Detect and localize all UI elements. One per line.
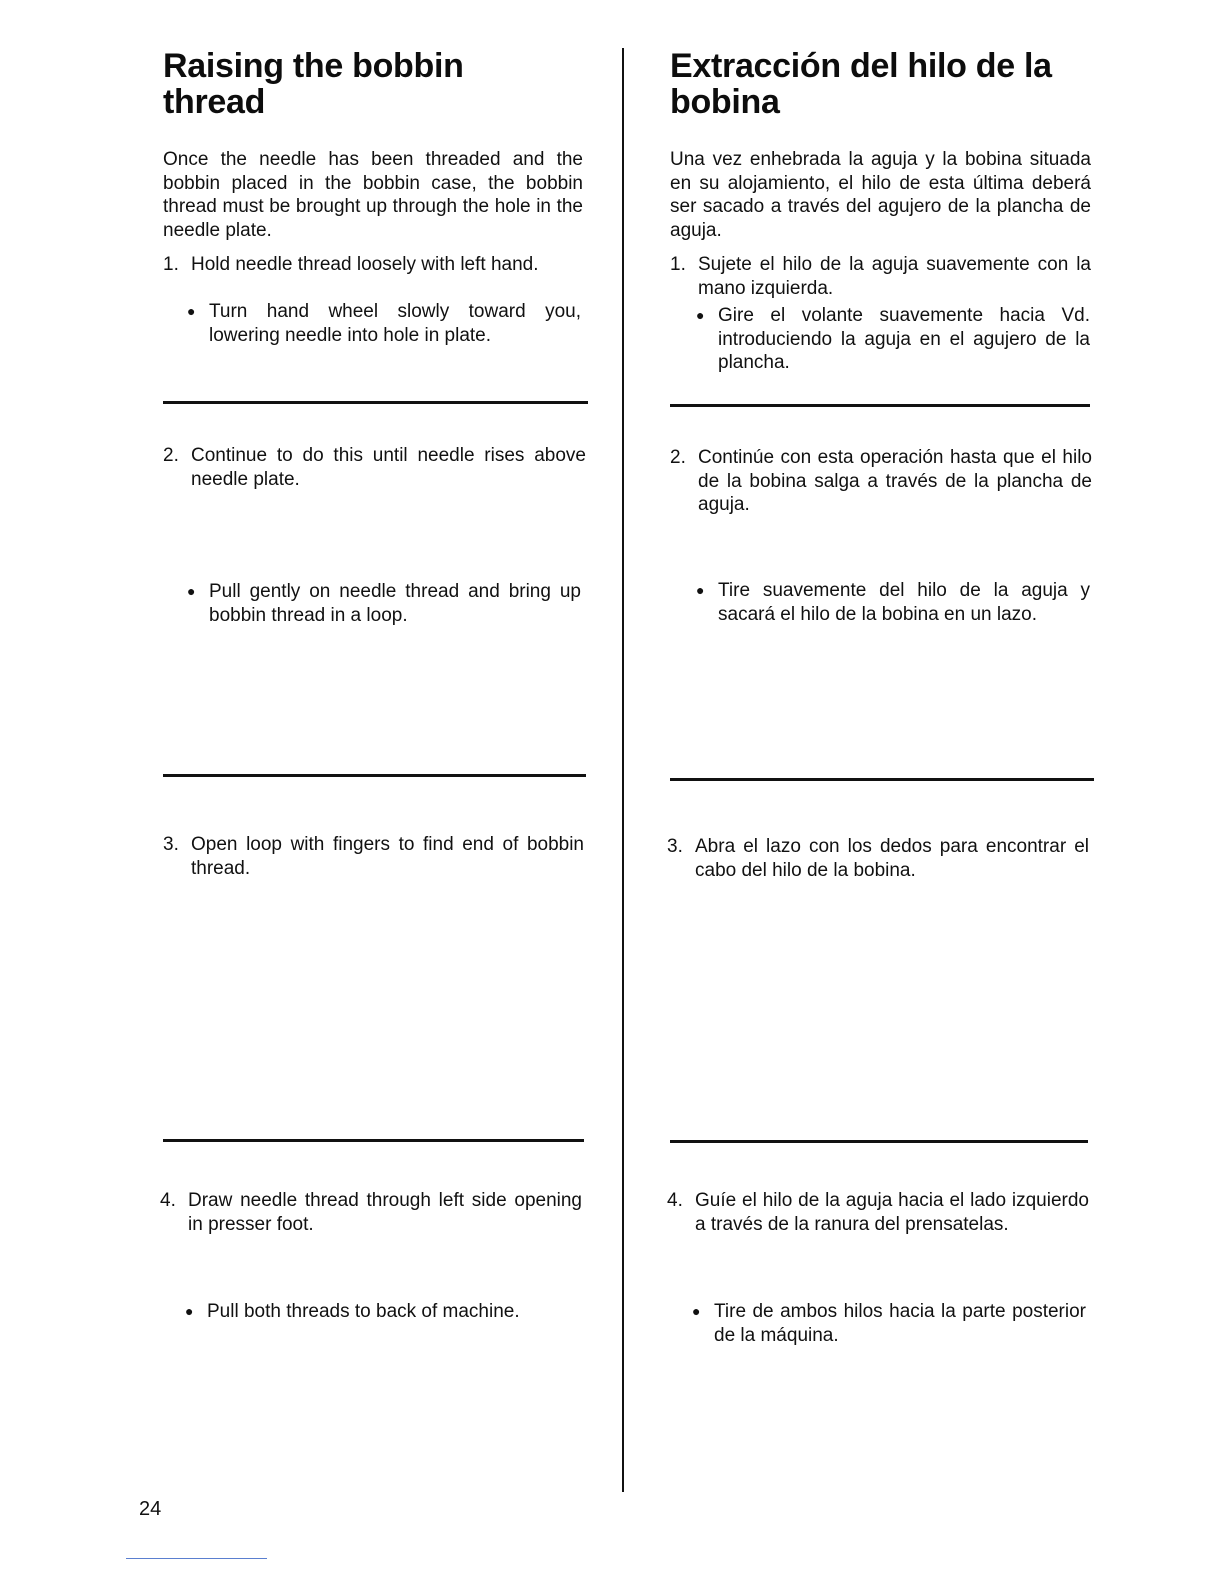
english-title bbox=[163, 48, 464, 120]
step-text: Continue to do this until needle rises above needle plate. bbox=[191, 445, 586, 490]
english-step-1-bullet bbox=[187, 300, 581, 347]
spanish-step-2 bbox=[670, 446, 1092, 517]
english-title-line-1: Raising the bobbin bbox=[163, 47, 464, 85]
english-section-rule-3 bbox=[163, 1139, 584, 1142]
english-step-3 bbox=[163, 833, 584, 880]
spanish-step-2-bullet bbox=[696, 579, 1090, 626]
step-number: 2. bbox=[163, 445, 179, 466]
spanish-title-line-1: Extracción del hilo de la bbox=[670, 47, 1052, 85]
step-number: 3. bbox=[667, 836, 683, 857]
bullet-icon: ● bbox=[692, 1303, 701, 1319]
step-number: 4. bbox=[160, 1190, 176, 1211]
step-text: Draw needle thread through left side opening in presser foot. bbox=[188, 1190, 582, 1235]
bullet-icon: ● bbox=[696, 307, 705, 323]
step-number: 3. bbox=[163, 834, 179, 855]
footer-line bbox=[126, 1558, 267, 1559]
spanish-section-rule-2 bbox=[670, 778, 1094, 781]
step-text: Open loop with fingers to find end of bobbin thread. bbox=[191, 834, 584, 879]
bullet-text: Turn hand wheel slowly toward you, lowering needle into hole in plate. bbox=[209, 301, 581, 346]
step-number: 4. bbox=[667, 1190, 683, 1211]
step-text: Guíe el hilo de la aguja hacia el lado izquierdo a través de la ranura del prensatelas. bbox=[695, 1190, 1089, 1235]
step-number: 1. bbox=[670, 254, 686, 275]
spanish-intro: Una vez enhebrada la aguja y la bobina situada en su alojamiento, el hilo de esta última deberá ser sacado a través del agujero de la plancha de aguja. bbox=[670, 149, 1091, 241]
spanish-title-line-2: bobina bbox=[670, 83, 780, 121]
english-intro: Once the needle has been threaded and the bobbin placed in the bobbin case, the bobbin thread must be brought up through the hole in the needle plate. bbox=[163, 149, 583, 241]
english-section-rule-1 bbox=[163, 401, 588, 404]
column-divider bbox=[622, 48, 624, 1492]
step-text: Sujete el hilo de la aguja suavemente con la mano izquierda. bbox=[698, 254, 1091, 299]
spanish-section-rule-3 bbox=[670, 1140, 1088, 1143]
spanish-step-4-bullet bbox=[692, 1300, 1086, 1347]
bullet-icon: ● bbox=[185, 1303, 194, 1319]
english-title-line-2: thread bbox=[163, 83, 266, 121]
english-step-4 bbox=[160, 1189, 582, 1236]
spanish-step-1-bullet bbox=[696, 304, 1090, 375]
step-text: Continúe con esta operación hasta que el hilo de la bobina salga a través de la plancha de aguja. bbox=[698, 447, 1092, 515]
bullet-text: Gire el volante suavemente hacia Vd. introduciendo la aguja en el agujero de la plancha. bbox=[718, 305, 1090, 373]
english-step-2-bullet bbox=[187, 580, 581, 627]
english-step-2 bbox=[163, 444, 586, 491]
bullet-text: Tire suavemente del hilo de la aguja y sacará el hilo de la bobina en un lazo. bbox=[718, 580, 1090, 625]
bullet-icon: ● bbox=[187, 303, 196, 319]
page-number: 24 bbox=[139, 1498, 162, 1520]
step-number: 2. bbox=[670, 447, 686, 468]
step-text: Hold needle thread loosely with left hand. bbox=[191, 254, 539, 275]
spanish-step-3 bbox=[667, 835, 1089, 882]
bullet-icon: ● bbox=[696, 582, 705, 598]
spanish-step-1 bbox=[670, 253, 1091, 300]
english-step-1 bbox=[163, 253, 583, 277]
step-number: 1. bbox=[163, 254, 179, 275]
spanish-step-4 bbox=[667, 1189, 1089, 1236]
english-step-4-bullet bbox=[185, 1300, 581, 1324]
step-text: Abra el lazo con los dedos para encontrar el cabo del hilo de la bobina. bbox=[695, 836, 1089, 881]
spanish-title bbox=[670, 48, 1052, 120]
english-section-rule-2 bbox=[163, 774, 586, 777]
bullet-text: Pull gently on needle thread and bring up bobbin thread in a loop. bbox=[209, 581, 581, 626]
bullet-icon: ● bbox=[187, 583, 196, 599]
spanish-section-rule-1 bbox=[670, 404, 1090, 407]
bullet-text: Pull both threads to back of machine. bbox=[207, 1301, 520, 1322]
bullet-text: Tire de ambos hilos hacia la parte posterior de la máquina. bbox=[714, 1301, 1086, 1346]
